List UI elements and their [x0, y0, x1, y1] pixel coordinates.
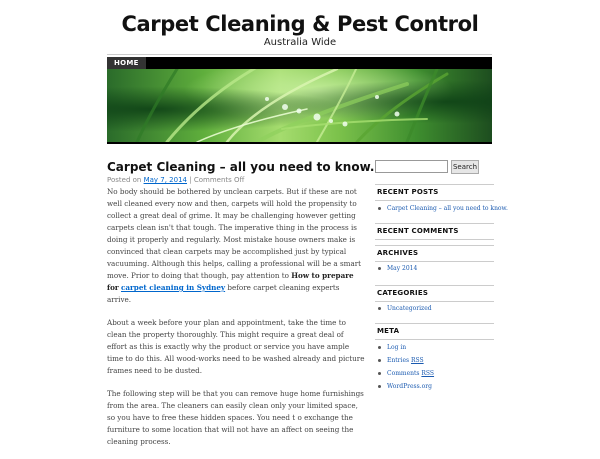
comments-status: Comments Off [193, 176, 245, 184]
comments-rss-text: Comments [387, 370, 422, 377]
posted-on-label: Posted on [107, 176, 142, 184]
post-paragraph: About a week before your plan and appointment, take the time to clean the property thoroughly. This might require a great deal of effort as this is exactly why the product or service you have ample time to do this. All wood-works need to be washed already and picture frames need to be dusted. [107, 318, 365, 375]
list-item [375, 262, 417, 275]
list-item [375, 367, 434, 380]
recent-post-link[interactable]: Carpet Cleaning – all you need to know. [387, 205, 508, 212]
bullet-icon [378, 307, 381, 310]
bold-text: How to prepare for [107, 271, 354, 292]
category-link-uncategorized[interactable]: Uncategorized [387, 305, 432, 312]
post-date-link[interactable]: May 7, 2014 [143, 176, 187, 184]
categories-heading: CATEGORIES [375, 285, 494, 302]
bullet-icon [378, 346, 381, 349]
site-tagline: Australia Wide [263, 37, 337, 48]
sydney-carpet-link[interactable]: carpet cleaning in Sydney [120, 283, 226, 292]
bullet-icon [378, 267, 381, 270]
main-navigation [107, 57, 492, 69]
search-input[interactable] [375, 160, 448, 173]
list-item [375, 354, 434, 367]
list-item [375, 341, 434, 354]
comments-rss-link[interactable] [387, 370, 434, 377]
login-link[interactable]: Log in [387, 344, 407, 351]
categories-list [375, 302, 432, 315]
recent-posts-list [375, 202, 508, 215]
entries-rss-text: Entries [387, 357, 411, 364]
rss-abbr: RSS [421, 370, 435, 377]
meta-list [375, 341, 434, 393]
search-button[interactable]: Search [451, 160, 479, 174]
header-banner-image [107, 69, 492, 144]
rss-abbr: RSS [410, 357, 424, 364]
entries-rss-link[interactable] [387, 357, 424, 364]
grass-blades-graphic [107, 69, 492, 142]
post-meta [107, 176, 244, 184]
header-divider [107, 54, 492, 55]
list-item [375, 202, 508, 215]
post-content [107, 186, 365, 459]
list-item [375, 380, 434, 393]
nav-item-home[interactable]: HOME [107, 57, 146, 69]
bullet-icon [378, 385, 381, 388]
paragraph-text: No body should be bothered by unclean carpets. But if these are not well cleaned every now and then, carpets will hold the propensity to collect a great deal of grime. It may be challenging however getting carpets clean isn't that tough. The imperative thing in the process is doing it properly and regularly. Most mistake house owners make is convinced that clean carpets may be accomplished just by typical vacuuming. Although this helps, calling a professional will be a smart move. Prior to doing that though, pay attention to [107, 187, 362, 280]
archive-link-may-2014[interactable]: May 2014 [387, 265, 418, 272]
bullet-icon [378, 359, 381, 362]
archives-list [375, 262, 417, 275]
paragraph-text-end: before carpet cleaning experts arrive. [107, 283, 340, 304]
meta-separator: | [189, 176, 192, 184]
meta-heading: META [375, 323, 494, 340]
bullet-icon [378, 207, 381, 210]
archives-heading: ARCHIVES [375, 245, 494, 262]
recent-comments-heading: RECENT COMMENTS [375, 223, 494, 240]
wordpress-org-link[interactable]: WordPress.org [387, 383, 432, 390]
list-item [375, 302, 432, 315]
site-title[interactable]: Carpet Cleaning & Pest Control [121, 12, 479, 36]
recent-posts-heading: RECENT POSTS [375, 184, 494, 201]
post-paragraph [107, 186, 365, 306]
post-paragraph: The following step will be that you can remove huge home furnishings from the area. The cleaners can easily clean only your limited space, so you have to free these hidden spaces. You need t o exchange the furniture to some location that will not have an affect on seeing the cleaning process. [107, 389, 364, 446]
post-title[interactable]: Carpet Cleaning – all you need to know. [107, 160, 375, 174]
bullet-icon [378, 372, 381, 375]
